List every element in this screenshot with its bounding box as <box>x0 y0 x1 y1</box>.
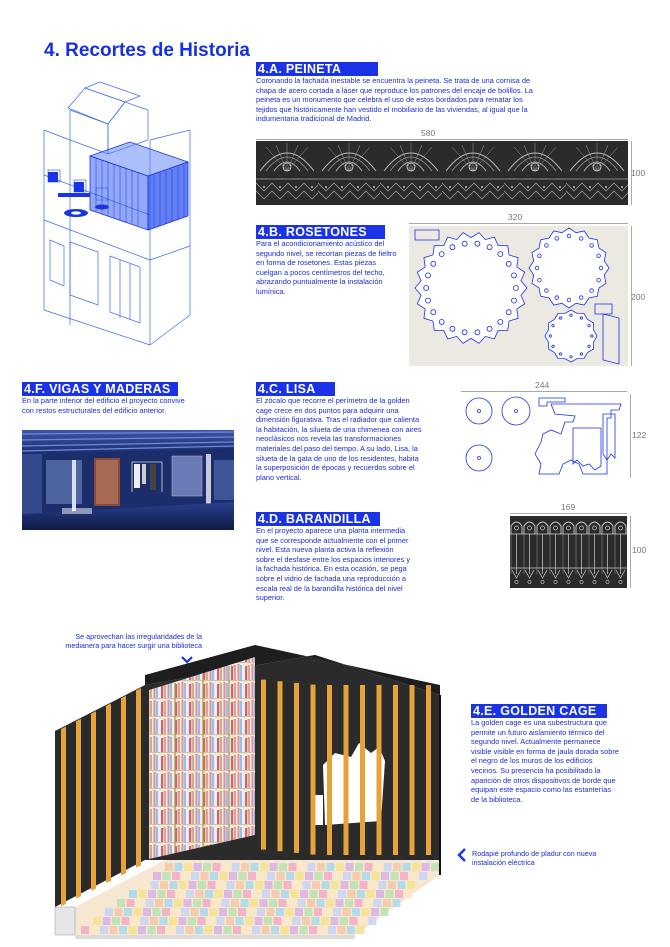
dim-rosetones-height: 200 <box>631 292 646 302</box>
chevron-left-icon <box>457 848 467 862</box>
section-tag-golden-cage: 4.E. GOLDEN CAGE <box>471 704 607 718</box>
dim-line-lisa-height <box>630 394 631 478</box>
dim-line-rosetones-width <box>409 223 628 224</box>
section-tag-lisa: 4.C. LISA <box>256 382 335 396</box>
dim-peineta-width: 580 <box>421 128 436 138</box>
dim-peineta-height: 100 <box>631 168 646 178</box>
dim-barandilla-width: 169 <box>561 502 576 512</box>
section-text-vigas: En la parte inferior del edificio el proyecto convive con restos estructurales del edificio anterior. <box>22 396 185 415</box>
dim-line-barandilla-width <box>510 513 627 514</box>
dim-barandilla-height: 100 <box>632 545 647 555</box>
section-text-barandilla: En el proyecto aparece una planta intermedia que se corresponde actualmente con el primer nivel. Esta nueva planta activa la reflexión sobre el desfase entre los espacios interiores y la fachada histórica. En esta ocasión, se pega sobre el vidrio de fachada una reproducción a escala real de la barandilla histórica del nivel superior. <box>256 526 411 603</box>
page-title: 4. Recortes de Historia <box>44 40 250 61</box>
lisa-cut-pattern <box>461 394 627 478</box>
section-tag-rosetones: 4.B. ROSETONES <box>256 225 385 239</box>
dim-line-peineta-width <box>256 139 628 140</box>
dim-lisa-height: 122 <box>632 430 647 440</box>
section-text-lisa: El zócalo que recorre el perímetro de la golden cage crece en dos puntos para adquirir una dimensión figurativa. Tras el radiador que calienta la habitación, la silueta de una chimenea con aires neoclásicos nos revela las transformaciones materiales del paso del tiempo. A su lado, Lisa, la silueta de la gata de uno de los residentes, habita la superposición de épocas y recuerdos sobre el plano vertical. <box>256 396 422 482</box>
dim-line-lisa-width <box>461 391 627 392</box>
peineta-lace-pattern <box>256 141 628 205</box>
section-text-peineta: Coronando la fachada inestable se encuentra la peineta. Se trata de una cornisa de chapa de acero cortada a láser que reproduce los patrones del encaje de bolillos. La peineta es un monumento que celebra el uso de estos bordados para rematar los tejidos que históricamente han vestido el mobiliario de las viviendas, al igual que la indumentaria tradicional de Madrid. <box>256 76 533 124</box>
vigas-interior-photo <box>22 430 234 530</box>
section-tag-vigas: 4.F. VIGAS Y MADERAS <box>22 382 178 396</box>
building-axonometric-drawing <box>30 80 235 345</box>
annotation-medianera: Se aprovechan las irregularidades de la medianera para hacer surgir una biblioteca <box>65 632 202 651</box>
dim-line-barandilla-height <box>630 516 631 588</box>
dim-rosetones-width: 320 <box>508 212 523 222</box>
golden-cage-library-axonometric <box>55 645 465 940</box>
section-text-rosetones: Para el acondicionamiento acústico del segundo nivel, se recortan piezas de fieltro en forma de rosetones. Estas piezas cuelgan a pocos centímetros del techo, abrazando puntualmente la instalación lumínica. <box>256 239 397 296</box>
section-tag-barandilla: 4.D. BARANDILLA <box>256 512 380 526</box>
annotation-rodapie: Rodapié profundo de pladur con nueva instalación eléctrica <box>472 849 597 868</box>
section-text-golden-cage: La golden cage es una subestructura que permite un futuro aislamiento térmico del segundo nivel. Actualmente permanece visible visible en forma de jaula dorada sobre el negro de los muros de los edificios vecinos. Su presencia ha posibilitado la aparición de otros dispositivos de borde que equipan este espacio como las estanterías de la biblioteca. <box>471 718 619 804</box>
rosetones-cut-pattern <box>409 226 628 366</box>
barandilla-railing-pattern <box>510 516 627 588</box>
section-tag-peineta: 4.A. PEINETA <box>256 62 378 76</box>
dim-lisa-width: 244 <box>535 380 550 390</box>
